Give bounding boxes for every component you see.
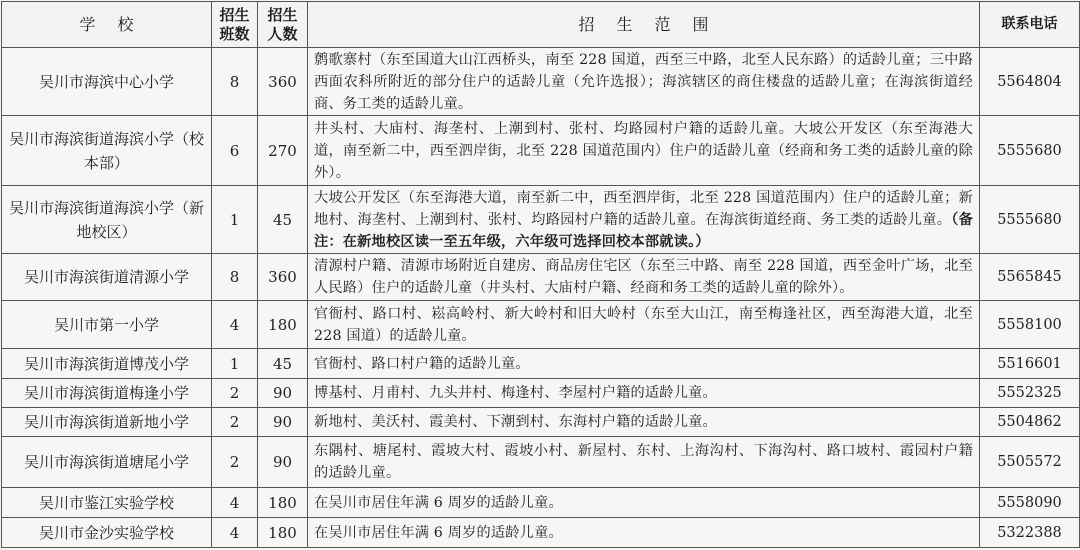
class-count: 6 <box>212 116 258 186</box>
table-row <box>2 379 1080 408</box>
school-name: 吴川市海滨街道塘尾小学 <box>2 437 212 488</box>
table-row <box>2 254 1080 301</box>
enroll-scope: 博基村、月甫村、九头井村、梅逢村、李屋村户籍的适龄儿童。 <box>308 379 980 408</box>
enroll-count: 360 <box>258 48 308 116</box>
school-name: 吴川市第一小学 <box>2 301 212 349</box>
phone-number: 5558100 <box>980 301 1080 349</box>
class-count: 4 <box>212 518 258 548</box>
class-count: 4 <box>212 301 258 349</box>
enrollment-table <box>1 1 1080 548</box>
enroll-scope-note: （备注：在新地校区读一至五年级，六年级可选择回校本部就读。） <box>314 211 973 250</box>
header-classes-line1: 招生 <box>219 5 250 24</box>
table-row <box>2 186 1080 254</box>
school-name: 吴川市金沙实验学校 <box>2 518 212 548</box>
phone-number: 5322388 <box>980 518 1080 548</box>
phone-number: 5565845 <box>980 254 1080 301</box>
enroll-count: 270 <box>258 116 308 186</box>
header-phone: 联系电话 <box>980 2 1080 48</box>
school-name: 吴川市海滨中心小学 <box>2 48 212 116</box>
enroll-count: 360 <box>258 254 308 301</box>
school-name: 吴川市海滨街道梅逢小学 <box>2 379 212 408</box>
enroll-scope: 东隅村、塘尾村、霞坡大村、霞坡小村、新屋村、东村、上海沟村、下海沟村、路口坡村、霞园村户籍的适龄儿童。 <box>308 437 980 488</box>
class-count: 1 <box>212 186 258 254</box>
enroll-count: 180 <box>258 488 308 518</box>
table-row <box>2 488 1080 518</box>
header-classes-line2: 班数 <box>219 24 250 43</box>
enroll-count: 90 <box>258 379 308 408</box>
school-name: 吴川市海滨街道海滨小学（新地校区） <box>2 186 212 254</box>
class-count: 8 <box>212 254 258 301</box>
phone-number: 5564804 <box>980 48 1080 116</box>
phone-number: 5505572 <box>980 437 1080 488</box>
school-name: 吴川市海滨街道海滨小学（校本部） <box>2 116 212 186</box>
header-school: 学校 <box>2 2 212 48</box>
class-count: 4 <box>212 488 258 518</box>
header-people <box>258 2 308 48</box>
table-row <box>2 437 1080 488</box>
enroll-count: 90 <box>258 437 308 488</box>
header-row <box>2 2 1080 48</box>
enroll-scope: 官衙村、路口村、崧高岭村、新大岭村和旧大岭村（东至大山江，南至梅逢社区，西至海港大道，北至 228 国道）的适龄儿童。 <box>308 301 980 349</box>
enroll-scope: 在吴川市居住年满 6 周岁的适龄儿童。 <box>308 518 980 548</box>
enroll-count: 180 <box>258 301 308 349</box>
enroll-count: 90 <box>258 408 308 437</box>
phone-number: 5552325 <box>980 379 1080 408</box>
table-row <box>2 301 1080 349</box>
enroll-count: 45 <box>258 186 308 254</box>
enroll-scope-text: 大坡公开发区（东至海港大道，南至新二中，西至泗岸街，北至 228 国道范围内）住户的适龄儿童；新地村、海垄村、上潮到村、张村、均路园村户籍的适龄儿童。在海滨街道经商、务工类的适龄儿童。 <box>314 189 973 228</box>
table-row <box>2 48 1080 116</box>
school-name: 吴川市海滨街道新地小学 <box>2 408 212 437</box>
table-row <box>2 408 1080 437</box>
phone-number: 5504862 <box>980 408 1080 437</box>
table-row <box>2 349 1080 379</box>
table-row <box>2 518 1080 548</box>
enroll-scope: 官衙村、路口村户籍的适龄儿童。 <box>308 349 980 379</box>
table-row <box>2 116 1080 186</box>
class-count: 2 <box>212 408 258 437</box>
phone-number: 5516601 <box>980 349 1080 379</box>
school-name: 吴川市鉴江实验学校 <box>2 488 212 518</box>
enroll-scope: 井头村、大庙村、海垄村、上潮到村、张村、均路园村户籍的适龄儿童。大坡公开发区（东至海港大道，南至新二中，西至泗岸街，北至 228 国道范围内）住户的适龄儿童（经商和务工类的适龄儿童的除外）。 <box>308 116 980 186</box>
header-people-line1: 招生 <box>267 5 298 24</box>
enroll-count: 180 <box>258 518 308 548</box>
enroll-count: 45 <box>258 349 308 379</box>
class-count: 1 <box>212 349 258 379</box>
school-name: 吴川市海滨街道清源小学 <box>2 254 212 301</box>
phone-number: 5555680 <box>980 186 1080 254</box>
header-people-line2: 人数 <box>267 24 298 43</box>
header-scope: 招生范围 <box>308 2 980 48</box>
phone-number: 5558090 <box>980 488 1080 518</box>
enroll-scope: 新地村、美沃村、霞美村、下潮到村、东海村户籍的适龄儿童。 <box>308 408 980 437</box>
phone-number: 5555680 <box>980 116 1080 186</box>
class-count: 8 <box>212 48 258 116</box>
header-classes <box>212 2 258 48</box>
enroll-scope: 鹩歌寨村（东至国道大山江西桥头，南至 228 国道，西至三中路，北至人民东路）的适龄儿童；三中路西面农科所附近的部分住户的适龄儿童（允许选报）；海滨辖区的商住楼盘的适龄儿童；在海滨街道经商、务工类的适龄儿童。 <box>308 48 980 116</box>
enroll-scope: 在吴川市居住年满 6 周岁的适龄儿童。 <box>308 488 980 518</box>
enroll-scope <box>308 186 980 254</box>
class-count: 2 <box>212 379 258 408</box>
school-name: 吴川市海滨街道博茂小学 <box>2 349 212 379</box>
class-count: 2 <box>212 437 258 488</box>
enroll-scope: 清源村户籍、清源市场附近自建房、商品房住宅区（东至三中路、南至 228 国道，西至金叶广场，北至人民路）住户的适龄儿童（井头村、大庙村户籍、经商和务工类的适龄儿童的除外）。 <box>308 254 980 301</box>
